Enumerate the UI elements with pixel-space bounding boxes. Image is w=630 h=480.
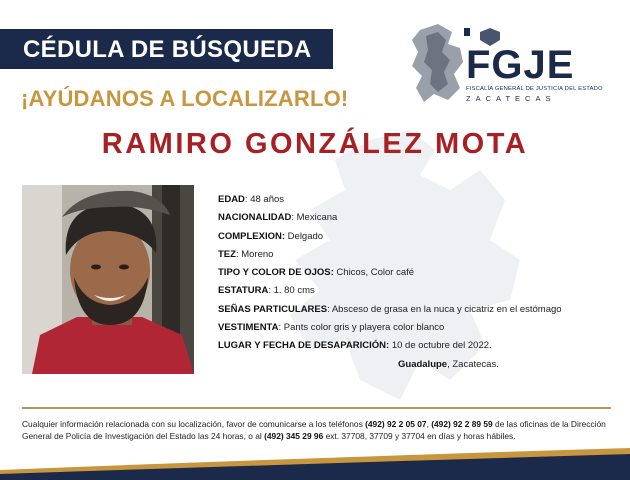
place-state: , Zacatecas. (447, 358, 499, 370)
detail-label: NACIONALIDAD (218, 212, 292, 224)
detail-value: Delgado (285, 230, 324, 242)
footer-text: de las oficinas de la Dirección General de Policía de Investigación del Estado las 24 horas, o al (22, 419, 606, 441)
person-details (218, 194, 562, 377)
place-city: Guadalupe (398, 358, 448, 370)
detail-value: : Pants color gris y playera color blanco (278, 322, 445, 334)
bottom-decorative-band (0, 440, 630, 480)
page-title: CÉDULA DE BÚSQUEDA (23, 36, 312, 63)
detail-nationality (218, 212, 562, 230)
footer-text: ext. 37708, 37709 y 37704 en días y horas hábiles. (323, 431, 516, 441)
detail-value: : Moreno (235, 248, 274, 260)
contact-footer (22, 418, 617, 442)
detail-value: : Mexicana (291, 212, 338, 224)
phone-number: (492) 92 2 89 59 (431, 419, 493, 429)
divider (22, 407, 611, 409)
detail-label: VESTIMENTA (218, 322, 279, 334)
detail-label: ESTATURA (218, 285, 269, 297)
logo-state-name: ZACATECAS (466, 94, 556, 103)
logo-acronym: FGJE (466, 43, 575, 87)
detail-build (218, 231, 562, 249)
person-photo (22, 185, 194, 374)
detail-distinguishing-marks (218, 304, 562, 322)
footer-separator: , (426, 419, 432, 429)
detail-place (218, 359, 562, 377)
footer-text: Cualquier información relacionada con su localización, favor de comunicarse a los teléfonos (22, 419, 366, 429)
detail-value: : 48 años (244, 194, 285, 205)
detail-value: Chicos, Color café (333, 267, 415, 279)
logo-institution-name: FISCALÍA GENERAL DE JUSTICIA DEL ESTADO (466, 86, 603, 92)
detail-label: SEÑAS PARTICULARES (218, 303, 328, 315)
detail-height (218, 285, 562, 303)
detail-value: : 1. 80 cms (268, 285, 315, 297)
detail-value: : Absceso de grasa en la nuca y cicatriz en el estómago (327, 303, 562, 315)
detail-clothing (218, 322, 562, 340)
detail-label: COMPLEXION: (218, 230, 286, 242)
page-subtitle: ¡AYÚDANOS A LOCALIZARLO! (21, 86, 349, 111)
phone-number: (492) 92 2 05 07 (365, 419, 427, 429)
detail-label: TIPO Y COLOR DE OJOS: (218, 267, 334, 279)
detail-eyes (218, 267, 562, 285)
detail-value: 10 de octubre del 2022. (389, 340, 492, 352)
detail-label: TEZ (218, 248, 236, 260)
phone-number: (492) 345 29 96 (264, 431, 324, 441)
detail-label: EDAD (218, 194, 245, 205)
detail-disappearance (218, 340, 562, 358)
detail-age (218, 194, 562, 212)
detail-label: LUGAR Y FECHA DE DESAPARICIÓN: (218, 340, 390, 352)
missing-person-name: RAMIRO GONZÁLEZ MOTA (101, 128, 529, 160)
detail-complexion (218, 249, 562, 267)
